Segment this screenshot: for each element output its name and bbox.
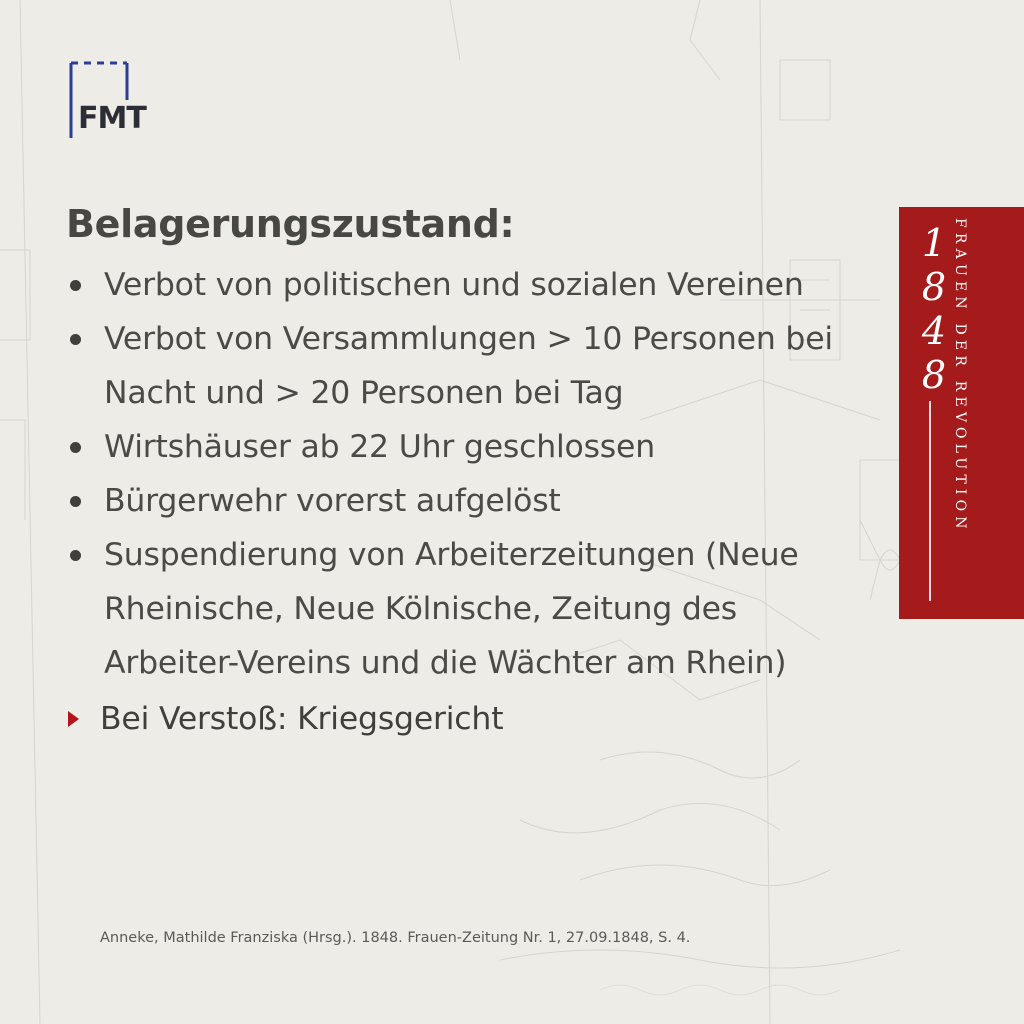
fmt-logo: [68, 60, 158, 146]
year-digit: 8: [921, 265, 947, 309]
list-item: [66, 312, 866, 420]
badge-series-title: FRAUEN DER REVOLUTION: [952, 218, 968, 534]
bullet-icon: [70, 496, 81, 507]
badge-year: [919, 221, 949, 397]
conclusion-text: Bei Verstoß: Kriegsgericht: [100, 701, 504, 737]
triangle-arrow-icon: [68, 711, 79, 727]
list-item: [66, 528, 866, 690]
main-content: [66, 196, 866, 746]
source-citation: Anneke, Mathilde Franziska (Hrsg.). 1848. Frauen-Zeitung Nr. 1, 27.09.1848, S. 4.: [100, 930, 691, 946]
page-title: Belagerungszustand:: [66, 202, 515, 246]
list-item-text: Bürgerwehr vorerst aufgelöst: [104, 483, 561, 519]
bullet-icon: [70, 280, 81, 291]
list-item: [66, 420, 866, 474]
logo-text: FMT: [78, 101, 146, 136]
bullet-icon: [70, 550, 81, 561]
bullet-icon: [70, 442, 81, 453]
list-item: [66, 474, 866, 528]
list-item-text: Verbot von Versammlungen > 10 Personen bei Nacht und > 20 Personen bei Tag: [104, 321, 833, 411]
year-digit: 1: [921, 221, 947, 265]
list-item-text: Wirtshäuser ab 22 Uhr geschlossen: [104, 429, 655, 465]
list-item-text: Verbot von politischen und sozialen Vereinen: [104, 267, 804, 303]
list-item: [66, 258, 866, 312]
bullet-list: [66, 258, 866, 690]
year-digit: 8: [921, 353, 947, 397]
badge-divider: [929, 401, 931, 601]
bullet-icon: [70, 334, 81, 345]
list-item-text: Suspendierung von Arbeiterzeitungen (Neue Rheinische, Neue Kölnische, Zeitung des Arbeiter-Vereins und die Wächter am Rhein): [104, 537, 799, 681]
year-digit: 4: [921, 309, 947, 353]
conclusion-line: [66, 692, 866, 746]
